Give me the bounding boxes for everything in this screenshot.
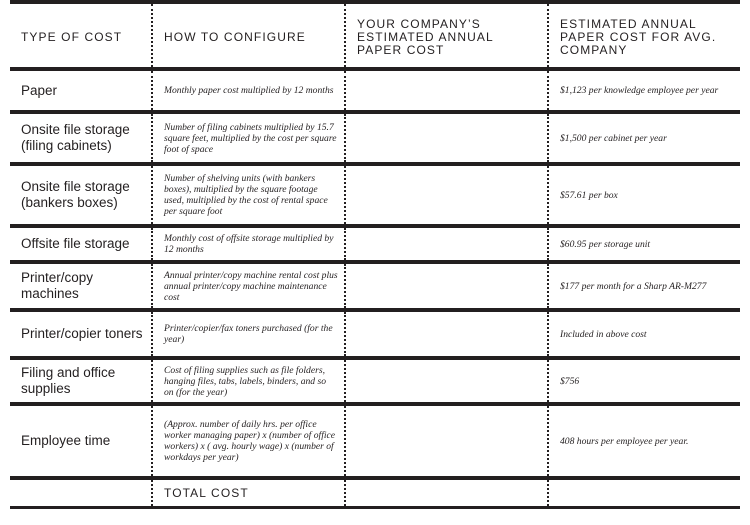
configure-cell: (Approx. number of daily hrs. per office worker managing paper) x (number of office workers) x ( avg. hourly wage) x (number of workdays per year) <box>152 404 345 478</box>
total-blank-cell <box>10 478 152 507</box>
your-cost-cell[interactable] <box>345 112 548 164</box>
avg-cost-cell: 408 hours per employee per year. <box>548 404 740 478</box>
avg-cost-cell: $756 <box>548 358 740 404</box>
your-cost-cell[interactable] <box>345 310 548 358</box>
your-cost-cell[interactable] <box>345 69 548 112</box>
configure-cell: Cost of filing supplies such as file folders, hanging files, tabs, labels, binders, and so on (for the year) <box>152 358 345 404</box>
your-cost-cell[interactable] <box>345 226 548 262</box>
avg-cost-cell: $1,123 per knowledge employee per year <box>548 69 740 112</box>
header-how-to-configure: HOW TO CONFIGURE <box>152 2 345 69</box>
avg-cost-cell: Included in above cost <box>548 310 740 358</box>
header-your-company-cost: YOUR COMPANY’S ESTIMATED ANNUAL PAPER COST <box>345 2 548 69</box>
configure-cell: Number of shelving units (with bankers boxes), multiplied by the square footage used, multiplied by the cost of rental space per square foot <box>152 164 345 226</box>
header-type-of-cost: TYPE OF COST <box>21 30 123 44</box>
cost-type-cell: Filing and office supplies <box>21 365 116 396</box>
your-cost-cell[interactable] <box>345 164 548 226</box>
your-cost-cell[interactable] <box>345 262 548 310</box>
configure-cell: Printer/copier/fax toners purchased (for the year) <box>152 310 345 358</box>
table-row <box>10 358 740 404</box>
avg-cost-cell: $57.61 per box <box>548 164 740 226</box>
configure-cell: Monthly paper cost multiplied by 12 months <box>152 69 345 112</box>
cost-type-cell: Printer/copy machines <box>21 270 94 301</box>
total-cost-label: TOTAL COST <box>152 478 345 507</box>
your-cost-cell[interactable] <box>345 404 548 478</box>
configure-cell: Number of filing cabinets multiplied by 15.7 square feet, multiplied by the cost per square foot of space <box>152 112 345 164</box>
avg-total-cost-cell <box>548 478 740 507</box>
cost-type-cell: Paper <box>21 82 58 98</box>
table-row <box>10 69 740 112</box>
paper-cost-table <box>10 0 740 509</box>
cost-type-cell: Employee time <box>21 433 111 448</box>
paper-cost-worksheet <box>10 0 740 525</box>
avg-cost-cell: $177 per month for a Sharp AR-M277 <box>548 262 740 310</box>
header-row <box>10 2 740 69</box>
configure-cell: Monthly cost of offsite storage multiplied by 12 months <box>152 226 345 262</box>
table-row <box>10 262 740 310</box>
table-row <box>10 226 740 262</box>
cost-type-cell: Offsite file storage <box>21 236 130 251</box>
header-avg-company-cost: ESTIMATED ANNUAL PAPER COST FOR AVG. COMPANY <box>548 2 740 69</box>
avg-cost-cell: $1,500 per cabinet per year <box>548 112 740 164</box>
configure-cell: Annual printer/copy machine rental cost plus annual printer/copy machine maintenance cost <box>152 262 345 310</box>
cost-type-cell: Onsite file storage (filing cabinets) <box>21 122 130 153</box>
your-total-cost-cell[interactable] <box>345 478 548 507</box>
table-row <box>10 404 740 478</box>
cost-type-cell: Onsite file storage (bankers boxes) <box>21 179 130 210</box>
table-row <box>10 164 740 226</box>
your-cost-cell[interactable] <box>345 358 548 404</box>
cost-type-cell: Printer/copier toners <box>21 326 143 341</box>
avg-cost-cell: $60.95 per storage unit <box>548 226 740 262</box>
table-row <box>10 112 740 164</box>
table-row <box>10 310 740 358</box>
total-row <box>10 478 740 507</box>
